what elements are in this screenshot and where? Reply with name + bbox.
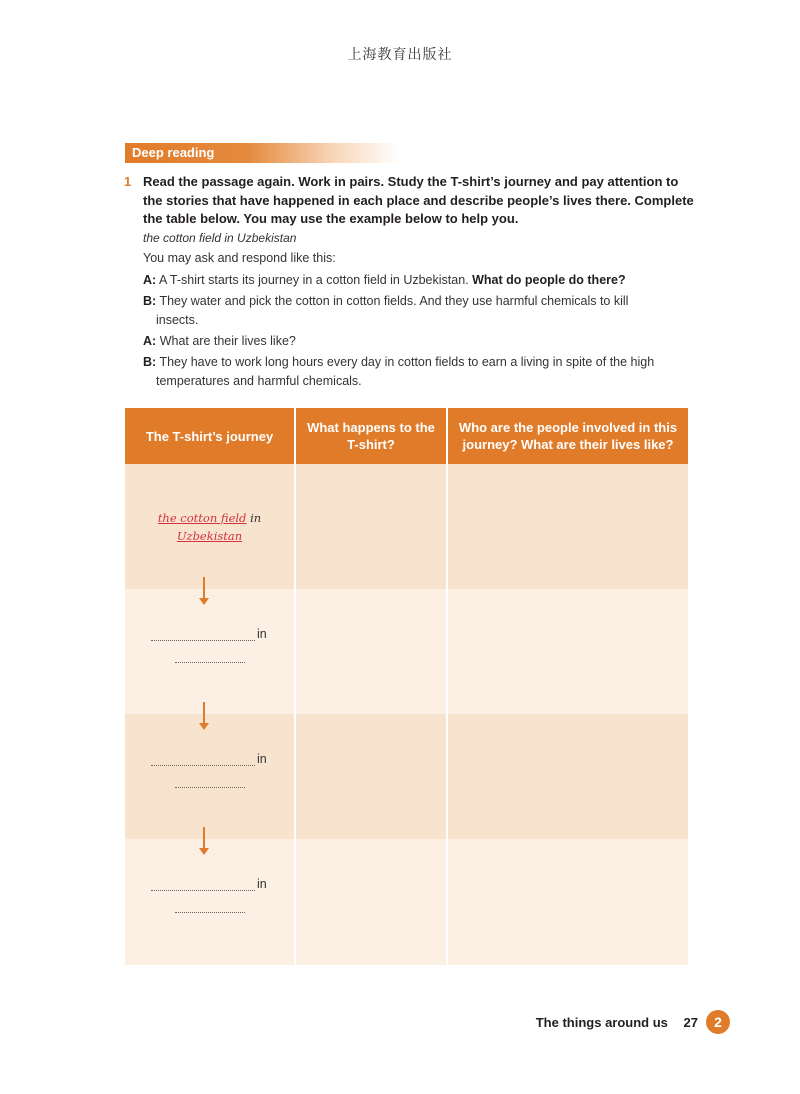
dialogue-line-3 (143, 332, 688, 351)
blank-line[interactable] (175, 787, 245, 788)
unit-title: The things around us (535, 1015, 668, 1030)
arrow-down-icon (203, 577, 205, 599)
what-happens-cell[interactable] (295, 839, 447, 965)
journey-table (125, 408, 688, 965)
people-cell[interactable] (447, 839, 688, 965)
section-title: Deep reading (132, 145, 215, 160)
arrow-down-icon (203, 702, 205, 724)
speaker-label: B: (143, 294, 157, 308)
dialogue-text: A T-shirt starts its journey in a cotton field in Uzbekistan. (159, 273, 469, 287)
in-word: in (246, 510, 262, 525)
blank-line[interactable] (151, 765, 255, 766)
arrow-down-icon (203, 827, 205, 849)
example-answer (125, 509, 294, 545)
header-journey: The T-shirt’s journey (125, 408, 295, 464)
section-heading-bar (125, 143, 400, 163)
dialogue-intro: You may ask and respond like this: (143, 251, 336, 265)
blank-line[interactable] (151, 890, 255, 891)
page-number: 27 (683, 1015, 698, 1030)
handwritten-answer: the cotton field (157, 510, 247, 525)
header-what-happens: What happens to the T-shirt? (295, 408, 447, 464)
speaker-label: B: (143, 355, 157, 369)
dialogue-text: They have to work long hours every day in cotton fields to earn a living in spite of the high (159, 355, 655, 369)
handwritten-answer: Uzbekistan (176, 528, 243, 543)
publisher-header: 上海教育出版社 (347, 47, 453, 63)
journey-cell-blank[interactable] (125, 589, 295, 714)
dialogue-text: What are their lives like? (159, 334, 296, 348)
journey-cell-blank[interactable] (125, 714, 295, 839)
what-happens-cell[interactable] (295, 714, 447, 839)
dialogue-line-4 (143, 353, 688, 391)
blank-line[interactable] (175, 912, 245, 913)
question-text: Read the passage again. Work in pairs. Study the T-shirt’s journey and pay attention to the stories that have happened in each place and describe people’s lives there. Complete the table below. You may use the example below to help you. (143, 174, 694, 226)
what-happens-cell[interactable] (295, 589, 447, 714)
dialogue-continuation: insects. (156, 313, 199, 327)
journey-cell-example (125, 464, 295, 589)
page-footer (536, 1015, 698, 1030)
in-word: in (257, 877, 267, 891)
in-word: in (257, 752, 267, 766)
people-cell[interactable] (447, 589, 688, 714)
blank-line[interactable] (151, 640, 255, 641)
question-number: 1 (124, 174, 132, 189)
speaker-label: A: (143, 273, 157, 287)
journey-cell-blank[interactable] (125, 839, 295, 965)
dialogue-line-2 (143, 292, 688, 330)
what-happens-cell[interactable] (295, 464, 447, 589)
header-people: Who are the people involved in this journey? What are their lives like? (447, 408, 688, 464)
speaker-label: A: (143, 334, 157, 348)
in-word: in (257, 627, 267, 641)
people-cell[interactable] (447, 714, 688, 839)
dialogue-continuation: temperatures and harmful chemicals. (156, 374, 362, 388)
dialogue-line-1 (143, 271, 688, 290)
blank-line[interactable] (175, 662, 245, 663)
dialogue-text: They water and pick the cotton in cotton fields. And they use harmful chemicals to kill (159, 294, 629, 308)
unit-number-badge: 2 (706, 1010, 730, 1034)
example-place: the cotton field in Uzbekistan (143, 231, 297, 245)
people-cell[interactable] (447, 464, 688, 589)
dialogue-question-bold: What do people do there? (472, 273, 626, 287)
